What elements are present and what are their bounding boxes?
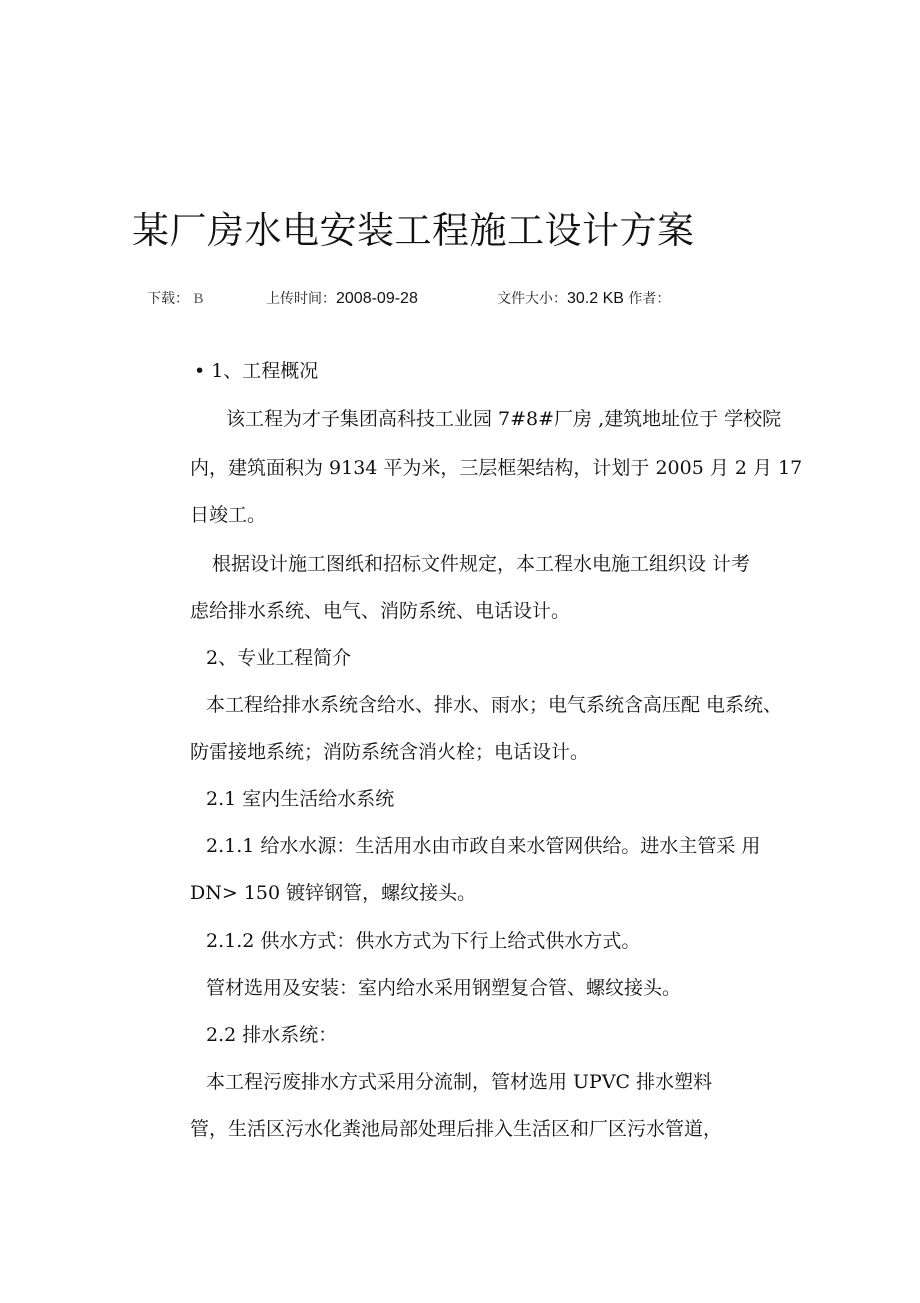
paragraph-line: 2.1.1 给水水源：生活用水由市政自来水管网供给。进水主管采 用: [206, 835, 761, 857]
meta-size-author: [497, 287, 670, 311]
subsection-heading: 2.1 室内生活给水系统: [206, 788, 395, 810]
meta-download: [147, 287, 203, 311]
paragraph-line: 本工程污废排水方式采用分流制，管材选用 UPVC 排水塑料: [206, 1071, 713, 1093]
meta-download-value: B: [193, 291, 204, 307]
paragraph-line: 该工程为才子集团高科技工业园 7#8#厂房 ,建筑地址位于 学校院: [226, 408, 782, 430]
paragraph-line: 管材选用及安装：室内给水采用钢塑复合管、螺纹接头。: [206, 977, 682, 999]
section-heading-text: 1、工程概况: [211, 360, 319, 382]
paragraph-line: 2.1.2 供水方式：供水方式为下行上给式供水方式。: [206, 930, 641, 952]
paragraph-line: 内，建筑面积为 9134 平为米，三层框架结构，计划于 2005 月 2 月 17: [190, 457, 803, 479]
paragraph-line: 本工程给排水系统含给水、排水、雨水；电气系统含高压配 电系统、: [206, 694, 783, 716]
paragraph-line: 管，生活区污水化粪池局部处理后排入生活区和厂区污水管道，: [190, 1118, 723, 1140]
document-title: 某厂房水电安装工程施工设计方案: [132, 209, 695, 252]
meta-size-label: 文件大小：: [497, 291, 567, 307]
section-heading-intro: 2、专业工程简介: [206, 647, 352, 669]
meta-upload-value: 2008-09-28: [336, 290, 418, 307]
subsection-heading: 2.2 排水系统：: [206, 1024, 338, 1046]
paragraph-line: 日竣工。: [190, 504, 267, 526]
paragraph-line: DN> 150 镀锌钢管，螺纹接头。: [190, 882, 477, 904]
meta-download-label: 下载：: [147, 291, 189, 307]
meta-upload-label: 上传时间：: [266, 291, 336, 307]
meta-author-label: 作者：: [628, 291, 671, 307]
bullet-icon: •: [194, 360, 206, 382]
meta-upload: [266, 287, 418, 311]
paragraph-line: 虑给排水系统、电气、消防系统、电话设计。: [190, 600, 571, 622]
paragraph-line: 根据设计施工图纸和招标文件规定，本工程水电施工组织设 计考: [212, 553, 751, 575]
paragraph-line: 防雷接地系统；消防系统含消火栓；电话设计。: [190, 741, 590, 763]
section-heading-overview: [194, 356, 318, 386]
meta-size-value: 30.2 KB: [567, 290, 624, 307]
